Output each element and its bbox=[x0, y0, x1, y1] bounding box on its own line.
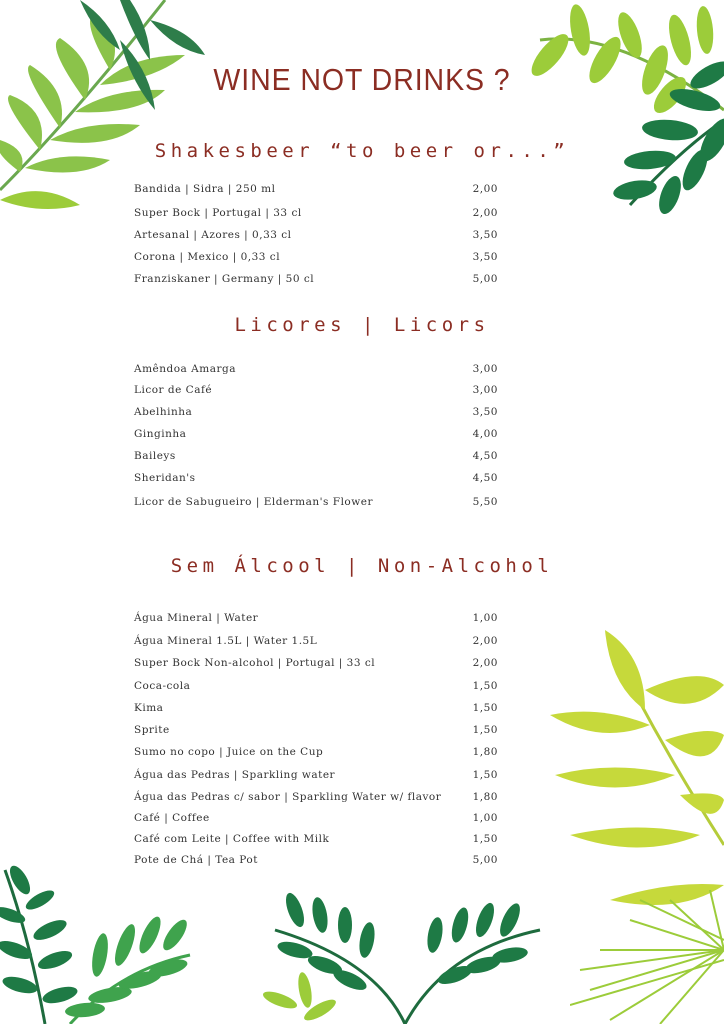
item-name: Super Bock | Portugal | 33 cl bbox=[134, 207, 302, 219]
menu-item bbox=[134, 702, 498, 718]
leaves-right-icon bbox=[550, 625, 724, 925]
item-price: 4,00 bbox=[472, 428, 498, 440]
item-price: 4,50 bbox=[472, 472, 498, 484]
menu-item bbox=[134, 229, 498, 245]
item-name: Franziskaner | Germany | 50 cl bbox=[134, 273, 315, 285]
item-price: 2,00 bbox=[472, 657, 498, 669]
menu-item bbox=[134, 769, 498, 785]
leaves-top-right-icon bbox=[520, 0, 724, 215]
item-name: Café | Coffee bbox=[134, 812, 210, 824]
item-name: Água Mineral 1.5L | Water 1.5L bbox=[134, 635, 318, 647]
menu-item bbox=[134, 833, 498, 849]
item-price: 2,00 bbox=[472, 207, 498, 219]
section-title-liqueurs: Licores | Licors bbox=[234, 314, 490, 336]
item-price: 3,00 bbox=[472, 384, 498, 396]
menu-item bbox=[134, 251, 498, 267]
leaves-bottom-center-icon bbox=[255, 890, 545, 1024]
item-name: Abelhinha bbox=[134, 406, 193, 418]
item-price: 2,00 bbox=[472, 635, 498, 647]
item-price: 1,50 bbox=[472, 724, 498, 736]
menu-item bbox=[134, 207, 498, 223]
item-name: Sprite bbox=[134, 724, 170, 736]
menu-item bbox=[134, 746, 498, 762]
item-price: 5,50 bbox=[472, 496, 498, 508]
menu-item bbox=[134, 428, 498, 444]
item-price: 1,50 bbox=[472, 769, 498, 781]
item-name: Ginginha bbox=[134, 428, 187, 440]
item-price: 1,50 bbox=[472, 833, 498, 845]
item-price: 5,00 bbox=[472, 854, 498, 866]
item-name: Corona | Mexico | 0,33 cl bbox=[134, 251, 281, 263]
item-name: Água Mineral | Water bbox=[134, 612, 259, 624]
item-name: Artesanal | Azores | 0,33 cl bbox=[134, 229, 292, 241]
item-name: Água das Pedras c/ sabor | Sparkling Water w/ flavor bbox=[134, 791, 442, 803]
menu-item bbox=[134, 363, 498, 379]
item-price: 1,50 bbox=[472, 680, 498, 692]
item-price: 3,50 bbox=[472, 251, 498, 263]
item-name: Licor de Sabugueiro | Elderman's Flower bbox=[134, 496, 373, 508]
menu-item bbox=[134, 657, 498, 673]
section-title-beer: Shakesbeer “to beer or...” bbox=[154, 140, 570, 162]
item-name: Coca-cola bbox=[134, 680, 191, 692]
menu-item bbox=[134, 472, 498, 488]
item-name: Kima bbox=[134, 702, 164, 714]
item-price: 4,50 bbox=[472, 450, 498, 462]
menu-item bbox=[134, 384, 498, 400]
menu-item bbox=[134, 791, 498, 807]
item-price: 3,50 bbox=[472, 229, 498, 241]
menu-item bbox=[134, 612, 498, 628]
menu-item bbox=[134, 854, 498, 870]
item-price: 1,80 bbox=[472, 791, 498, 803]
item-name: Licor de Café bbox=[134, 384, 213, 396]
item-price: 1,50 bbox=[472, 702, 498, 714]
menu-item bbox=[134, 496, 498, 512]
item-price: 5,00 bbox=[472, 273, 498, 285]
menu-item bbox=[134, 273, 498, 289]
item-price: 1,80 bbox=[472, 746, 498, 758]
item-name: Bandida | Sidra | 250 ml bbox=[134, 183, 276, 195]
palm-bottom-right-icon bbox=[570, 890, 724, 1024]
menu-item bbox=[134, 812, 498, 828]
item-price: 1,00 bbox=[472, 812, 498, 824]
item-price: 3,00 bbox=[472, 363, 498, 375]
menu-title: WINE NOT DRINKS ? bbox=[213, 62, 511, 97]
item-name: Água das Pedras | Sparkling water bbox=[134, 769, 336, 781]
item-name: Café com Leite | Coffee with Milk bbox=[134, 833, 330, 845]
item-name: Sheridan's bbox=[134, 472, 196, 484]
item-name: Pote de Chá | Tea Pot bbox=[134, 854, 258, 866]
item-name: Sumo no copo | Juice on the Cup bbox=[134, 746, 324, 758]
item-name: Amêndoa Amarga bbox=[134, 363, 236, 375]
section-title-non-alcohol: Sem Álcool | Non-Alcohol bbox=[170, 555, 554, 577]
item-name: Super Bock Non-alcohol | Portugal | 33 cl bbox=[134, 657, 376, 669]
menu-item bbox=[134, 635, 498, 651]
leaves-bottom-left-icon bbox=[0, 860, 200, 1024]
menu-item bbox=[134, 450, 498, 466]
item-price: 1,00 bbox=[472, 612, 498, 624]
item-price: 3,50 bbox=[472, 406, 498, 418]
menu-item bbox=[134, 406, 498, 422]
item-name: Baileys bbox=[134, 450, 176, 462]
menu-item bbox=[134, 680, 498, 696]
menu-item bbox=[134, 183, 498, 199]
menu-item bbox=[134, 724, 498, 740]
item-price: 2,00 bbox=[472, 183, 498, 195]
